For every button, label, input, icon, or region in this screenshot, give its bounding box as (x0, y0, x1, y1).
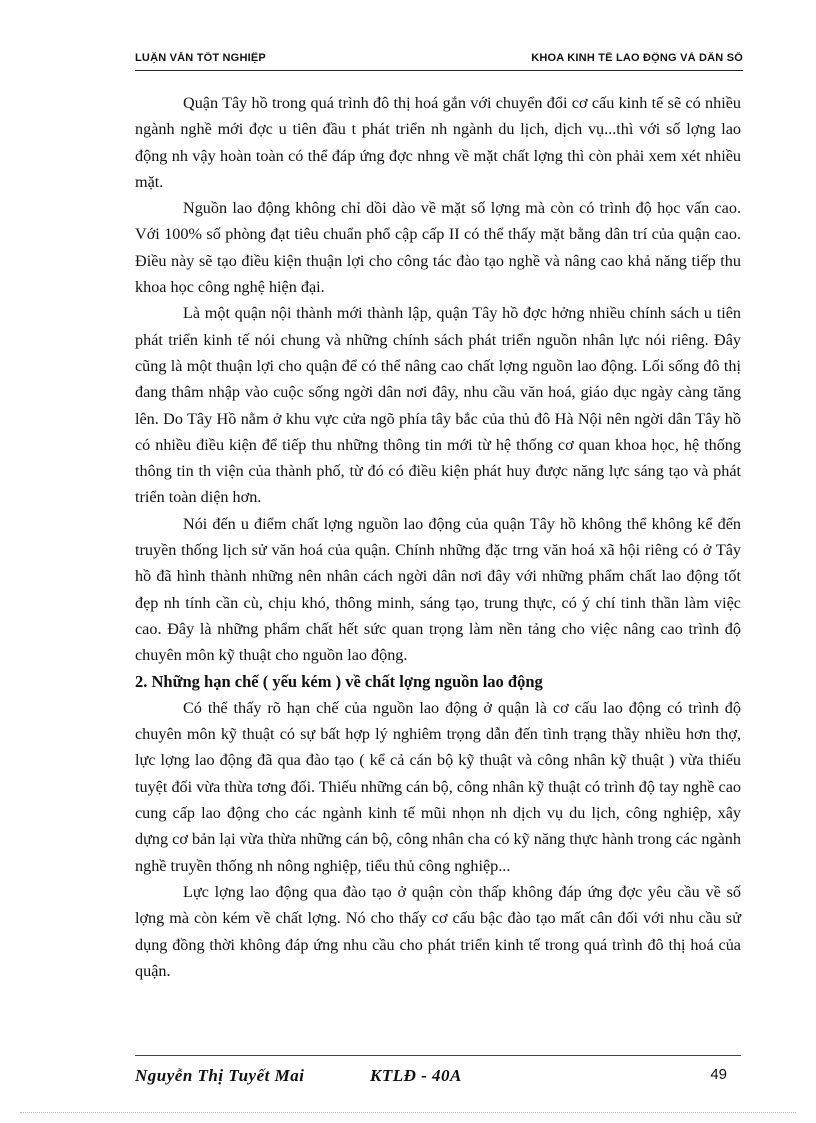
page-number: 49 (710, 1066, 727, 1083)
paragraph-4: Nói đến u điểm chất lợng nguồn lao động của quận Tây hồ không thể không kể đến truyền thống lịch sử văn hoá của quận. Chính những đặc trng văn hoá xã hội riêng có ở Tây hồ đã hình thành những nên nhân cách ngời dân nơi đây với những phẩm chất lao động tốt đẹp nh tính cần cù, chịu khó, thông minh, sáng tạo, trung thực, có ý chí tinh thần làm việc cao. Đây là những phẩm chất hết sức quan trọng làm nền tảng cho việc nâng cao trình độ chuyên môn kỹ thuật cho nguồn lao động. (135, 514, 741, 665)
footer-author: Nguyễn Thị Tuyết Mai (135, 1066, 305, 1085)
header-faculty: KHOA KINH TẾ LAO ĐỘNG VÀ DÂN SỐ (531, 52, 743, 64)
header-divider (135, 70, 743, 71)
running-header (135, 52, 743, 68)
page-bottom-edge (20, 1112, 796, 1113)
header-thesis-title: LUẬN VĂN TỐT NGHIỆP (135, 52, 266, 64)
paragraph-1: Quận Tây hồ trong quá trình đô thị hoá gắn với chuyển đổi cơ cấu kinh tế sẽ có nhiều ngành nghề mới đợc u tiên đầu t phát triển nh ngành du lịch, dịch vụ...thì với số lợng lao động nh vậy hoàn toàn có thể đáp ứng đợc nhng về mặt chất lợng thì còn phải xem xét nhiều mặt. (135, 94, 741, 191)
page-footer (135, 1066, 741, 1090)
footer-class-code: KTLĐ - 40A (370, 1066, 462, 1085)
body-text (135, 90, 741, 984)
section-heading: 2. Những hạn chế ( yếu kém ) về chất lợng nguồn lao động (135, 671, 543, 691)
paragraph-5: Có thể thấy rõ hạn chế của nguồn lao động ở quận là cơ cấu lao động có trình độ chuyên môn kỹ thuật có sự bất hợp lý nghiêm trọng dẫn đến tình trạng thầy nhiều hơn thợ, lực lợng lao động đã qua đào tạo ( kể cả cán bộ kỹ thuật và công nhân kỹ thuật ) vừa thiếu tuyệt đối vừa thừa tơng đối. Thiếu những cán bộ, công nhân kỹ thuật có trình độ tay nghề cao cung cấp lao động cho các ngành kinh tế mũi nhọn nh dịch vụ du lịch, công nghiệp, xây dựng cơ bản lại vừa thừa những cán bộ, công nhân cha có kỹ năng thực hành trong các ngành nghề truyền thống nh nông nghiệp, tiểu thủ công nghiệp... (135, 698, 741, 875)
paragraph-3: Là một quận nội thành mới thành lập, quận Tây hồ đợc hởng nhiều chính sách u tiên phát triển kinh tế nói chung và những chính sách phát triển nguồn nhân lực nói riêng. Đây cũng là một thuận lợi cho quận để có thể nâng cao chất lợng nguồn lao động. Lối sống đô thị đang thâm nhập vào cuộc sống ngời dân nơi đây, nhu cầu văn hoá, giáo dục ngày càng tăng lên. Do Tây Hồ nằm ở khu vực cửa ngõ phía tây bắc của thủ đô Hà Nội nên ngời dân Tây hồ có nhiều điều kiện để tiếp thu những thông tin mới từ hệ thống cơ quan khoa học, hệ thống thông tin th viện của thành phố, từ đó có điều kiện phát huy được năng lực sáng tạo và phát triển toàn diện hơn. (135, 304, 741, 507)
footer-divider (135, 1055, 741, 1056)
paragraph-2: Nguồn lao động không chỉ dồi dào về mặt số lợng mà còn có trình độ học vấn cao. Với 100% số phòng đạt tiêu chuẩn phổ cập cấp II có thể thấy mặt bằng dân trí của quận cao. Điều này sẽ tạo điều kiện thuận lợi cho công tác đào tạo nghề và nâng cao khả năng tiếp thu khoa học công nghệ hiện đại. (135, 199, 741, 297)
paragraph-6: Lực lợng lao động qua đào tạo ở quận còn thấp không đáp ứng đợc yêu cầu về số lợng mà còn kém về chất lợng. Nó cho thấy cơ cấu bậc đào tạo mất cân đối với nhu cầu sử dụng đồng thời không đáp ứng nhu cầu cho phát triển kinh tế trong quá trình đô thị hoá của quận. (135, 882, 741, 980)
